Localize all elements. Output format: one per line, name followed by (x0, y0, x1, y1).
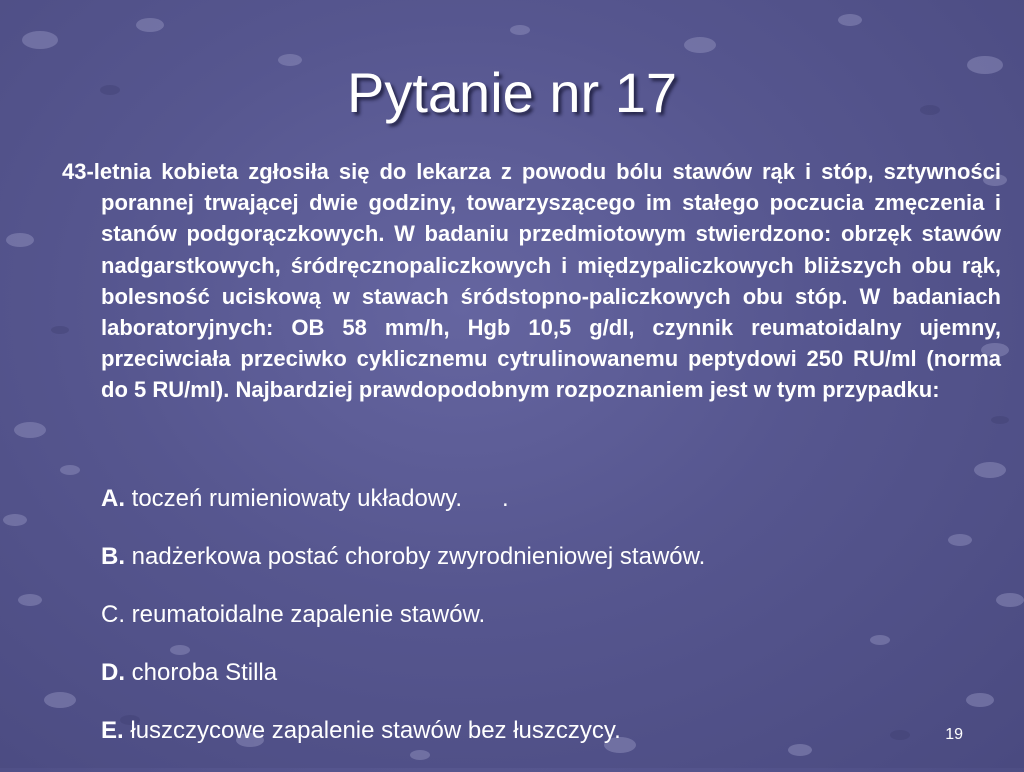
answer-e-letter: E. (101, 717, 124, 744)
question-text: 43-letnia kobieta zgłosiła się do lekarza z powodu bólu stawów rąk i stóp, sztywności porannej trwającej dwie godziny, towarzyszącego im stałego poczucia zmęczenia i stanów podgorączkowych. W badaniu przedmiotowym stwierdzono: obrzęk stawów nadgarstkowych, śródręcznopaliczkowych i międzypaliczkowych bliższych obu rąk, bolesność uciskową w stawach śródstopno-paliczkowych obu stóp. W badaniach laboratoryjnych: OB 58 mm/h, Hgb 10,5 g/dl, czynnik reumatoidalny ujemny, przeciwciała przeciwko cyklicznemu cytrulinowanemu peptydowi 250 RU/ml (norma do 5 RU/ml). Najbardziej prawdopodobnym rozpoznaniem jest w tym przypadku: (62, 159, 1001, 403)
page-number: 19 (945, 726, 963, 743)
answer-b-text: nadżerkowa postać choroby zwyrodnieniowej stawów. (125, 543, 706, 570)
answer-b-letter: B. (101, 543, 125, 570)
answer-c (101, 598, 921, 656)
answer-a (101, 482, 921, 540)
answer-a-letter: A. (101, 485, 125, 512)
answer-d-text: choroba Stilla (125, 659, 278, 686)
answer-a-text: toczeń rumieniowaty układowy. . (125, 485, 509, 512)
slide-title: Pytanie nr 17 (347, 61, 677, 124)
answer-list (101, 482, 921, 772)
answer-c-text: reumatoidalne zapalenie stawów. (125, 601, 486, 628)
answer-c-letter: C. (101, 601, 125, 628)
answer-d-letter: D. (101, 659, 125, 686)
answer-b (101, 540, 921, 598)
answer-e (101, 714, 921, 772)
answer-d (101, 656, 921, 714)
answer-e-text: łuszczycowe zapalenie stawów bez łuszczycy. (123, 717, 621, 744)
